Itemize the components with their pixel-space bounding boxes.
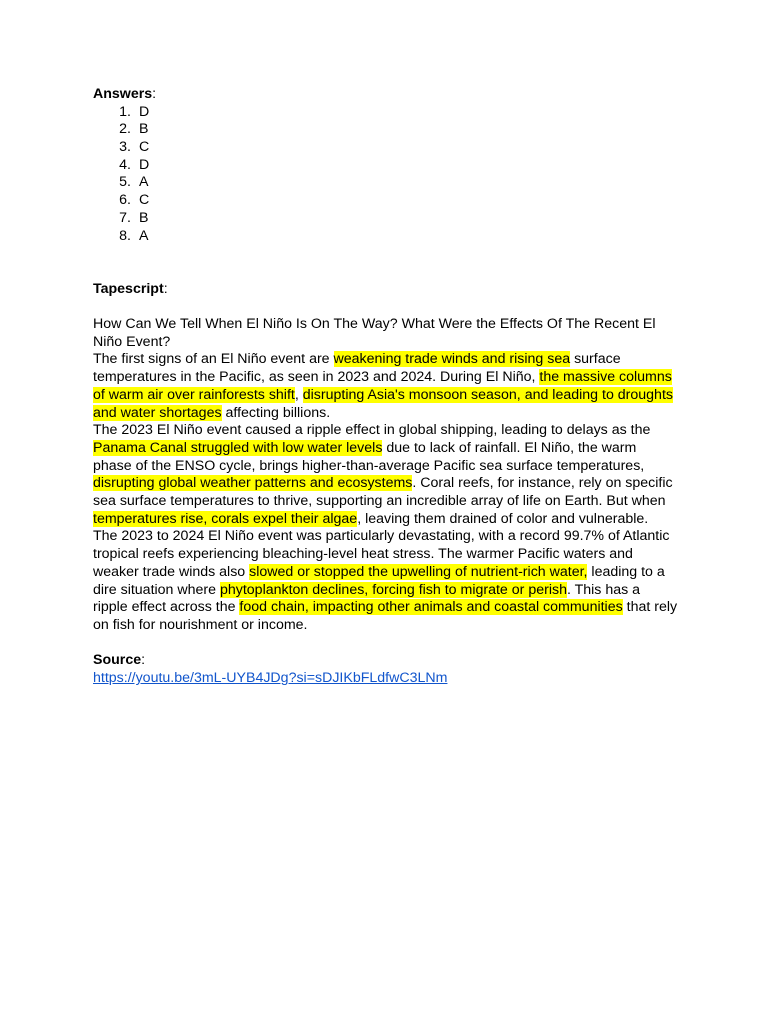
answers-heading-line: Answers: xyxy=(93,86,157,102)
answer-value: B xyxy=(139,209,149,226)
answer-item xyxy=(93,104,678,122)
highlighted-text: phytoplankton declines, forcing fish to migrate or perish xyxy=(219,581,567,598)
paragraph-text: , xyxy=(294,386,303,403)
tapescript-paragraph-1 xyxy=(93,351,678,422)
answer-value: D xyxy=(139,156,150,173)
highlighted-text: slowed or stopped the upwelling of nutrient-rich water, xyxy=(249,563,588,580)
answer-number: 3. xyxy=(119,139,131,156)
paragraph-text: The first signs of an El Niño event are xyxy=(93,351,334,368)
spacer xyxy=(93,635,678,653)
answer-value: C xyxy=(139,139,150,156)
tapescript-title: How Can We Tell When El Niño Is On The Way? What Were the Effects Of The Recent El Niño Event? xyxy=(93,315,656,350)
source-heading-line: Source: xyxy=(93,652,146,669)
answer-value: A xyxy=(139,174,149,191)
answer-number: 1. xyxy=(119,103,131,120)
highlighted-text: disrupting global weather patterns and ecosystems xyxy=(93,475,413,492)
highlighted-text: disrupting Asia's monsoon season, and leading to droughts and water shortages xyxy=(93,386,673,421)
paragraph-text: due to lack of rainfall. El Niño, the warm phase of the ENSO cycle, brings higher-than-average Pacific sea surface temperatures, xyxy=(93,439,645,474)
answers-heading: Answers xyxy=(93,86,153,102)
answer-number: 8. xyxy=(119,227,131,244)
tapescript-heading-line: Tapescript: xyxy=(93,280,168,297)
source-link[interactable]: https://youtu.be/3mL-UYB4JDg?si=sDJIKbFLdfwC3LNm xyxy=(93,670,448,687)
answer-item xyxy=(93,174,678,192)
tapescript-paragraph-3 xyxy=(93,528,678,634)
answer-number: 7. xyxy=(119,209,131,226)
answer-item xyxy=(93,210,678,228)
paragraph-text: , leaving them drained of color and vulnerable. xyxy=(357,510,649,527)
source-heading: Source xyxy=(93,652,142,669)
paragraph-text: . Coral reefs, for instance, rely on specific sea surface temperatures to thrive, supporting an incredible array of life on Earth. But when xyxy=(93,475,673,510)
answer-item xyxy=(93,139,678,157)
answer-value: D xyxy=(139,103,150,120)
answer-item xyxy=(93,121,678,139)
answer-value: A xyxy=(139,227,149,244)
answer-value: B xyxy=(139,121,149,138)
answer-item xyxy=(93,192,678,210)
spacer xyxy=(93,245,678,280)
answers-list xyxy=(93,104,678,246)
highlighted-text: food chain, impacting other animals and coastal communities xyxy=(239,599,623,616)
paragraph-text: that rely on fish for nourishment or income. xyxy=(93,599,678,633)
highlighted-text: Panama Canal struggled with low water levels xyxy=(93,439,383,456)
answer-value: C xyxy=(139,192,150,209)
answer-number: 2. xyxy=(119,121,131,138)
paragraph-text: surface temperatures in the Pacific, as seen in 2023 and 2024. During El Niño, xyxy=(93,351,621,386)
paragraph-text: . This has a ripple effect across the xyxy=(93,581,641,616)
paragraph-text: leading to a dire situation where xyxy=(93,563,665,598)
paragraph-text: affecting billions. xyxy=(221,404,331,421)
answer-number: 5. xyxy=(119,174,131,191)
source-line xyxy=(93,670,678,688)
spacer xyxy=(93,298,678,316)
answer-item xyxy=(93,157,678,175)
highlighted-text: the massive columns of warm air over rainforests shift xyxy=(93,369,672,403)
tapescript-paragraph-2 xyxy=(93,422,678,528)
document-page xyxy=(93,86,678,688)
answer-item xyxy=(93,228,678,246)
paragraph-text: The 2023 to 2024 El Niño event was particularly devastating, with a record 99.7% of Atlantic tropical reefs experiencing bleaching-level heat stress. The warmer Pacific waters and weaker trade winds also xyxy=(93,528,670,580)
tapescript-heading: Tapescript xyxy=(93,280,164,297)
answer-number: 4. xyxy=(119,156,131,173)
answer-number: 6. xyxy=(119,192,131,209)
highlighted-text: weakening trade winds and rising sea xyxy=(333,351,571,368)
highlighted-text: temperatures rise, corals expel their algae xyxy=(93,510,358,527)
paragraph-text: The 2023 El Niño event caused a ripple effect in global shipping, leading to delays as the xyxy=(93,422,651,439)
